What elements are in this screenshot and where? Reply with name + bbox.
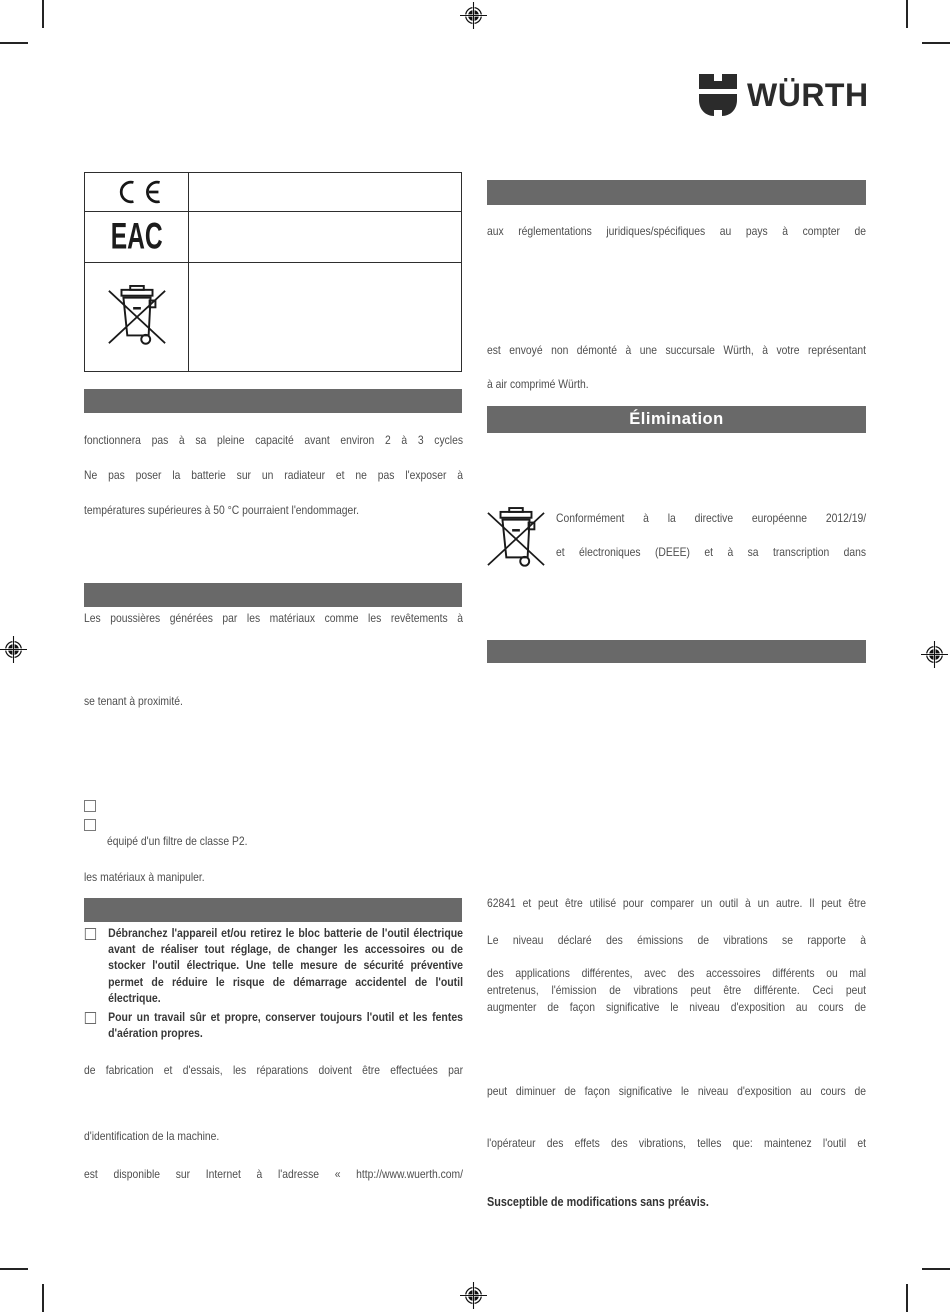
list-item — [84, 925, 463, 1006]
registration-mark-icon — [460, 2, 487, 29]
text-line: d'identification de la machine. — [84, 1129, 220, 1143]
text-line: augmenter de façon significative le niveau d'exposition au cours de — [487, 1000, 867, 1014]
list-item — [84, 1009, 463, 1041]
text-line: équipé d'un filtre de classe P2. — [107, 834, 248, 848]
eac-mark-icon: EAC — [85, 212, 189, 263]
section-bar-maintenance — [84, 898, 462, 922]
notice-text: Susceptible de modifications sans préavis. — [487, 1195, 709, 1209]
text-line: aux réglementations juridiques/spécifiques au pays à compter de — [487, 224, 867, 238]
section-bar-right-top — [487, 180, 866, 205]
wurth-logo-icon — [698, 74, 738, 116]
crop-mark — [0, 1268, 28, 1270]
crop-mark — [922, 42, 950, 44]
text-line: Le niveau déclaré des émissions de vibrations se rapporte à — [487, 933, 867, 947]
text-line: les matériaux à manipuler. — [84, 870, 205, 884]
crop-mark — [42, 0, 44, 28]
crop-mark — [42, 1284, 44, 1312]
list-item-text: Pour un travail sûr et propre, conserver toujours l'outil et les fentes d'aération propres. — [108, 1010, 464, 1041]
crop-mark — [922, 1268, 950, 1270]
text-line: fonctionnera pas à sa pleine capacité avant environ 2 à 3 cycles — [84, 433, 464, 447]
table-cell-eac-description — [189, 212, 461, 263]
wurth-logo-text: WÜRTH — [747, 77, 869, 113]
ce-mark-icon — [85, 173, 189, 212]
checkbox — [84, 819, 96, 831]
text-line: se tenant à proximité. — [84, 694, 183, 708]
table-cell-ce-description — [189, 173, 461, 212]
wurth-logo — [698, 74, 869, 116]
registration-mark-icon — [460, 1282, 487, 1309]
section-title: Élimination — [629, 410, 724, 428]
section-bar-elimination — [487, 406, 866, 433]
text-line: températures supérieures à 50 °C pourraient l'endommager. — [84, 503, 360, 517]
symbols-table — [84, 172, 462, 372]
crop-mark — [906, 0, 908, 28]
text-line: peut diminuer de façon significative le niveau d'exposition au cours de — [487, 1084, 867, 1098]
text-line: Conformément à la directive européenne 2012/19/ — [556, 511, 867, 525]
text-line: Ne pas poser la batterie sur un radiateur et ne pas l'exposer à — [84, 468, 464, 482]
crop-mark — [906, 1284, 908, 1312]
text-line: est disponible sur Internet à l'adresse « http://www.wuerth.com/ — [84, 1167, 464, 1181]
checkbox — [85, 1012, 96, 1024]
text-line: l'opérateur des effets des vibrations, telles que: maintenez l'outil et — [487, 1136, 867, 1150]
text-line: est envoyé non démonté à une succursale Würth, à votre représentant — [487, 343, 867, 357]
registration-mark-icon — [921, 641, 948, 668]
weee-bin-icon — [486, 506, 546, 572]
list-item-text: Débranchez l'appareil et/ou retirez le bloc batterie de l'outil électrique avant de réaliser tout réglage, de changer les accessoires ou de stocker l'outil électrique. Une telle mesure de sécurité préventive permet de réduire le risque de démarrage accidentel de l'outil électrique. — [108, 926, 464, 1005]
weee-bin-icon — [85, 263, 189, 371]
section-bar-right-mid — [487, 640, 866, 663]
checkbox — [84, 800, 96, 812]
text-line: des applications différentes, avec des accessoires différents ou mal — [487, 966, 867, 980]
table-cell-weee-description — [189, 263, 461, 371]
text-line: et électroniques (DEEE) et à sa transcription dans — [556, 545, 867, 559]
section-bar-battery — [84, 389, 462, 413]
section-bar-dust — [84, 583, 462, 607]
registration-mark-icon — [0, 636, 27, 663]
text-line: à air comprimé Würth. — [487, 377, 589, 391]
crop-mark — [0, 42, 28, 44]
text-line: Les poussières générées par les matériaux comme les revêtements à — [84, 611, 464, 625]
text-line: de fabrication et d'essais, les réparations doivent être effectuées par — [84, 1063, 464, 1077]
text-line: entretenus, l'émission de vibrations peut être différente. Ceci peut — [487, 983, 867, 997]
checkbox — [85, 928, 96, 940]
text-line: 62841 et peut être utilisé pour comparer un outil à un autre. Il peut être — [487, 896, 867, 910]
